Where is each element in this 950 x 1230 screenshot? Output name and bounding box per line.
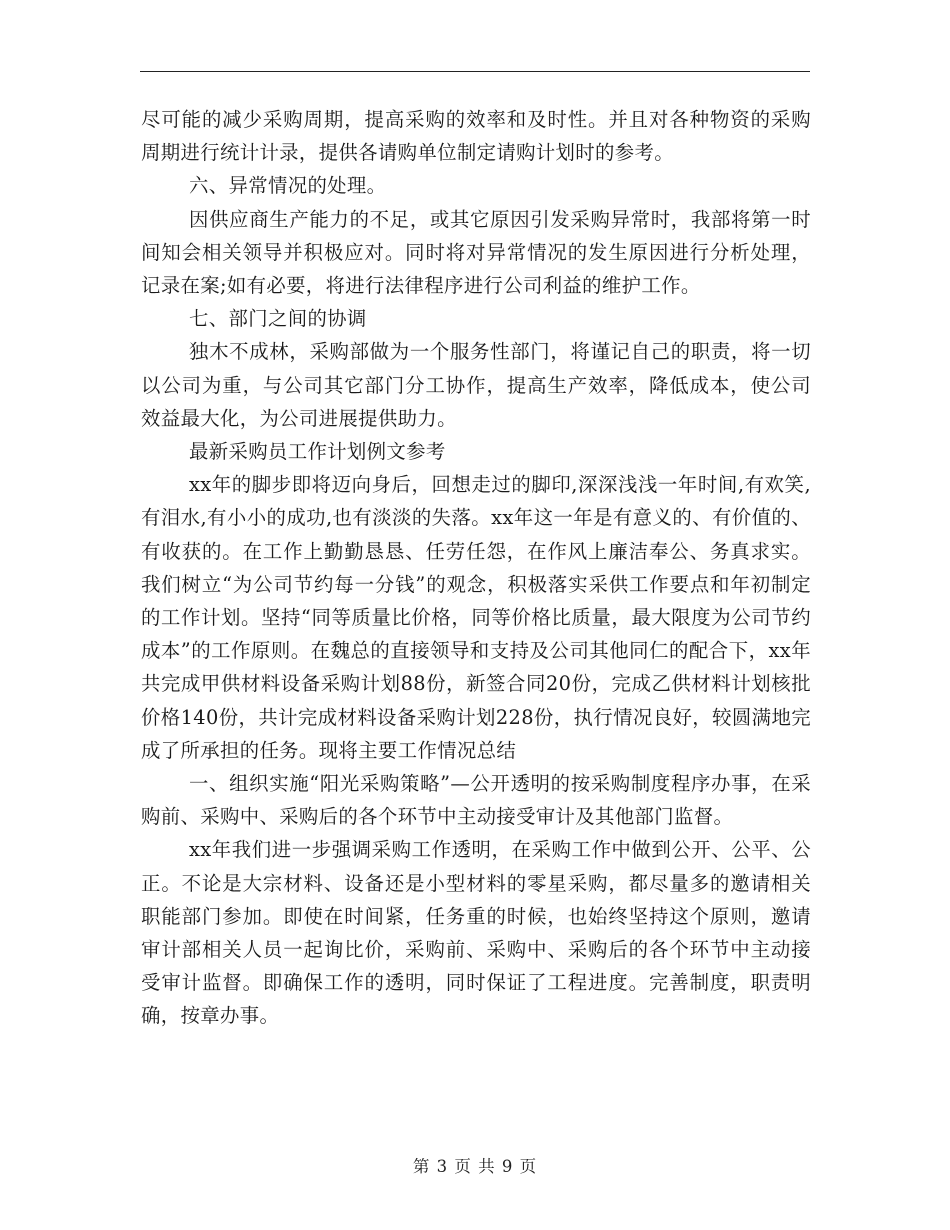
paragraph: 尽可能的减少采购周期，提高采购的效率和及时性。并且对各种物资的采购周期进行统计计录，提供各请购单位制定请购计划时的参考。 bbox=[141, 108, 811, 165]
paragraph: 独木不成林，采购部做为一个服务性部门，将谨记自己的职责，将一切以公司为重，与公司其它部门分工协作，提高生产效率，降低成本，使公司效益最大化，为公司进展提供助力。 bbox=[141, 340, 811, 430]
paragraph: xx年的脚步即将迈向身后，回想走过的脚印,深深浅浅一年时间,有欢笑,有泪水,有小小的成功,也有淡淡的失落。xx年这一年是有意义的、有价值的、有收获的。在工作上勤勤恳恳、任劳任怨，在作风上廉洁奉公、务真求实。我们树立“为公司节约每一分钱”的观念，积极落实采供工作要点和年初制定的工作计划。坚持“同等质量比价格，同等价格比质量，最大限度为公司节约成本”的工作原则。在魏总的直接领导和支持及公司其他同仁的配合下，xx年共完成甲供材料设备采购计划88份，新签合同20份，完成乙供材料计划核批价格140份，共计完成材料设备采购计划228份，执行情况良好，较圆满地完成了所承担的任务。现将主要工作情况总结 bbox=[141, 473, 811, 762]
paragraph: 一、组织实施“阳光采购策略”—公开透明的按采购制度程序办事，在采购前、采购中、采购后的各个环节中主动接受审计及其他部门监督。 bbox=[141, 772, 811, 829]
paragraph: 因供应商生产能力的不足，或其它原因引发采购异常时，我部将第一时间知会相关领导并积极应对。同时将对异常情况的发生原因进行分析处理，记录在案;如有必要，将进行法律程序进行公司利益的维护工作。 bbox=[141, 207, 811, 298]
article-title: 最新采购员工作计划例文参考 bbox=[189, 440, 446, 464]
document-body bbox=[141, 103, 811, 1033]
page-number-footer: 第 3 页 共 9 页 bbox=[412, 1157, 538, 1176]
section-heading: 七、部门之间的协调 bbox=[189, 307, 367, 331]
paragraph: xx年我们进一步强调采购工作透明，在采购工作中做到公开、公平、公正。不论是大宗材料、设备还是小型材料的零星采购，都尽量多的邀请相关职能部门参加。即使在时间紧，任务重的时候，也始终坚持这个原则，邀请审计部相关人员一起询比价，采购前、采购中、采购后的各个环节中主动接受审计监督。即确保工作的透明，同时保证了工程进度。完善制度，职责明确，按章办事。 bbox=[141, 838, 811, 1028]
section-heading: 六、异常情况的处理。 bbox=[189, 174, 387, 198]
header-rule bbox=[140, 71, 810, 72]
